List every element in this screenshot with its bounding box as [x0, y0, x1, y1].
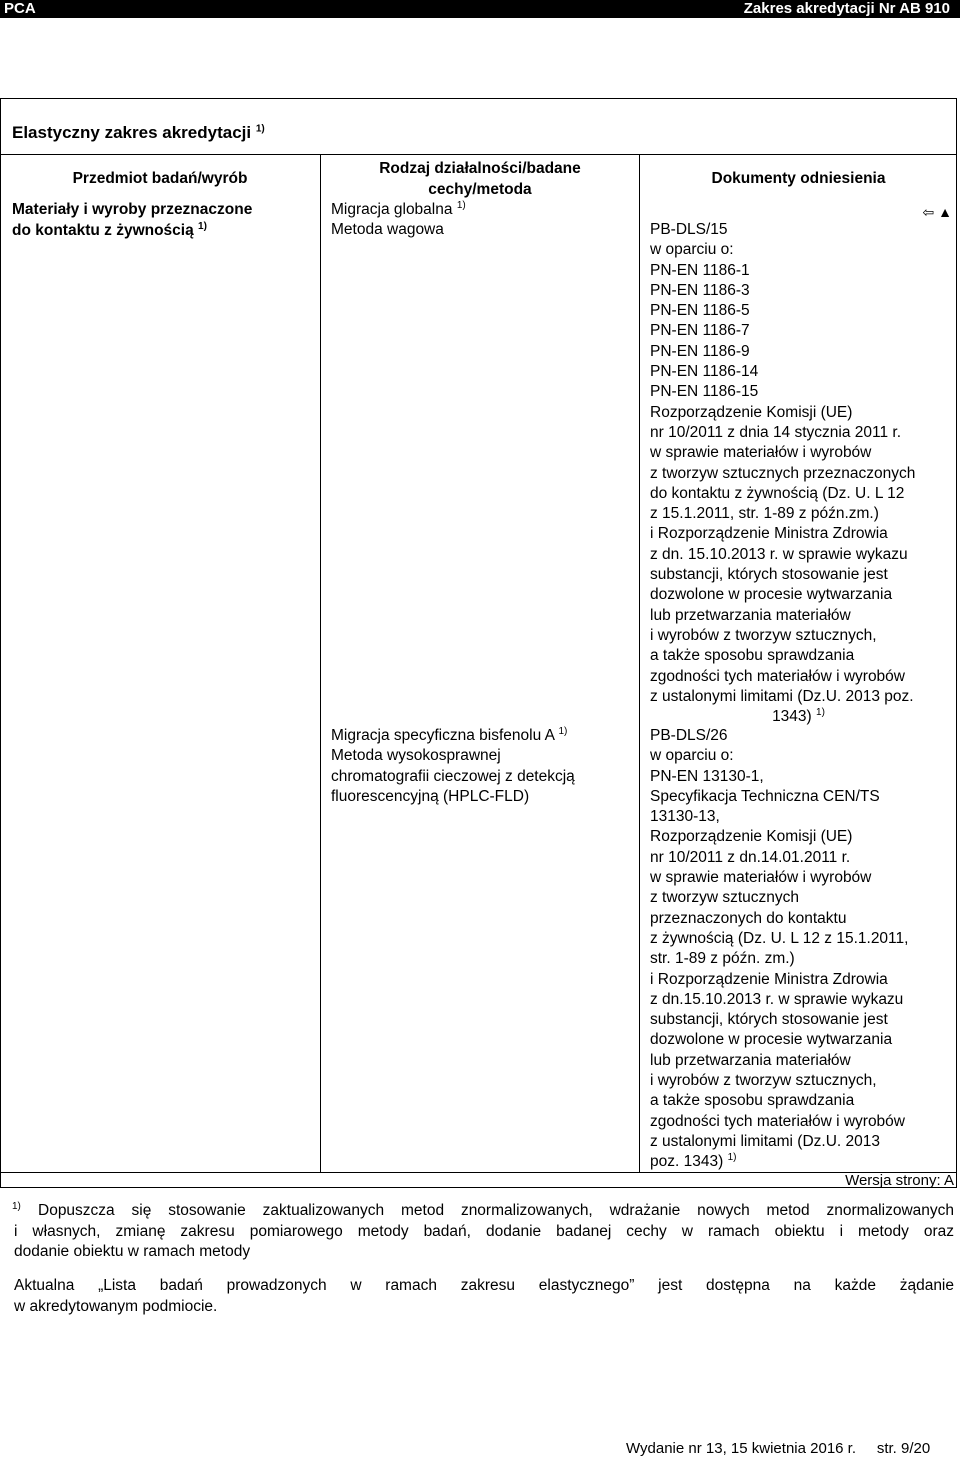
reference-documents-1: PB-DLS/15 w oparciu o: PN-EN 1186-1 PN-EN 1186-3 PN-EN 1186-5 PN-EN 1186-7 PN-EN 1186-9 PN-EN 1186-14 PN-EN 1186-15 Rozporządzenie Komisji (UE) nr 10/2011 z dnia 14 stycznia 2011 r. w sprawie materiałów i wyrobów z tworzyw sztucznych przeznaczonych do kontaktu z żywnością (Dz. U. L 12 z 15.1.2011, str. 1-89 z późn.zm.) i Rozporządzenie Ministra Zdrowia z dn. 15.10.2013 r. w sprawie wykazu substancji, których stosowanie jest dozwolone w procesie wytwarzania lub przetwarzania materiałów i wyrobów z tworzyw sztucznych, a także sposobu sprawdzania zgodności tych materiałów i wyrobów z ustalonymi limitami (Dz.U. 2013 poz. 1343) $^{1)}$ — [650, 221, 916, 726]
column-header-subject: Przedmiot badań/wyrób — [72, 170, 248, 187]
title-divider — [0, 154, 957, 155]
header-org: PCA — [4, 0, 36, 17]
page-footer: Wydanie nr 13, 15 kwietnia 2016 r. str. 9/20 — [626, 1440, 931, 1457]
arrow-left-outline-icon[interactable]: ⇦ — [922, 204, 935, 220]
footnote-test-list: Aktualna „Lista badań prowadzonych w ramach zakresu elastycznego” jest dostępna na każde żądanie w akredytowanym podmiocie. — [14, 1277, 954, 1315]
page-header-bar — [0, 0, 960, 18]
method-global-migration: Migracja globalna $^{1)}$ Metoda wagowa — [331, 199, 466, 239]
product-cell: Materiały i wyroby przeznaczone do kontaktu z żywnością $^{1)}$ — [12, 201, 253, 239]
page-version: Wersja strony: A — [845, 1172, 954, 1189]
header-doc-title: Zakres akredytacji Nr AB 910 — [743, 0, 950, 17]
page-title: Elastyczny zakres akredytacji $^{1)}$ — [12, 123, 265, 142]
column-divider-2 — [639, 155, 640, 1173]
method-bisphenol-migration: Migracja specyficzna bisfenolu A $^{1)}$ Metoda wysokosprawnej chromatografii cieczowej z detekcją fluorescencyjną (HPLC-FLD) — [331, 725, 575, 805]
triangle-up-icon[interactable]: ▲ — [938, 204, 952, 220]
column-header-documents: Dokumenty odniesienia — [711, 170, 886, 187]
reference-documents-2: PB-DLS/26 w oparciu o: PN-EN 13130-1, Specyfikacja Techniczna CEN/TS 13130-13, Rozporządzenie Komisji (UE) nr 10/2011 z dn.14.01.2011 r. w sprawie materiałów i wyrobów z tworzyw sztucznych przeznaczonych do kontaktu z żywnością (Dz. U. L 12 z 15.1.2011, str. 1-89 z późn. zm.) i Rozporządzenie Ministra Zdrowia z dn.15.10.2013 r. w sprawie wykazu substancji, których stosowanie jest dozwolone w procesie wytwarzania lub przetwarzania materiałów i wyrobów z tworzyw sztucznych, a także sposobu sprawdzania zgodności tych materiałów i wyrobów z ustalonymi limitami (Dz.U. 2013 poz. 1343) $^{1)}$ — [650, 727, 909, 1171]
navigation-icons — [923, 204, 952, 221]
column-header-method: Rodzaj działalności/badane cechy/metoda — [379, 160, 581, 198]
footnote-flexible-scope: 1) Dopuszcza się stosowanie zaktualizowanych metod znormalizowanych, wdrażanie nowych metod znormalizowanych i własnych, zmianę zakresu pomiarowego metody badań, dodanie badanej cechy w ramach obiektu i metody oraz dodanie obiektu w ramach metody — [12, 1201, 954, 1260]
column-divider-1 — [320, 155, 321, 1173]
